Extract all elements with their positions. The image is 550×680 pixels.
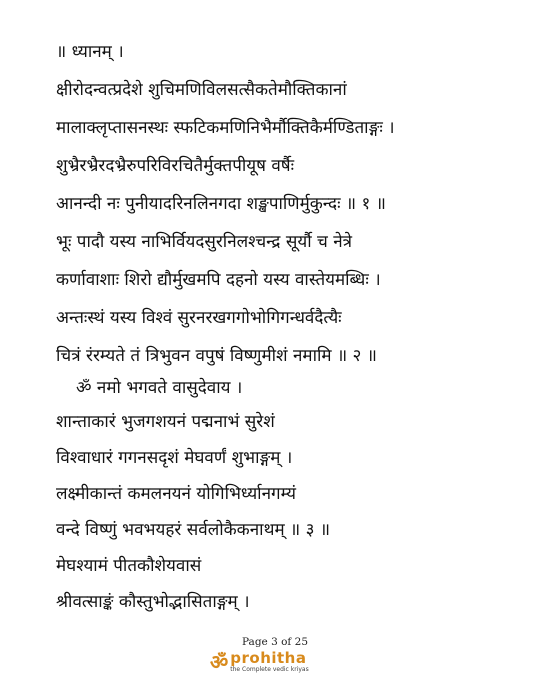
verse-line: शुभ्रैरभ्रैरदभ्रैरुपरिविरचितैर्मुक्तपीयूष वर्षैः <box>56 156 295 176</box>
verse-line: शान्ताकारं भुजगशयनं पद्मनाभं सुरेशं <box>56 412 275 432</box>
verse-line: क्षीरोदन्वत्प्रदेशे शुचिमणिविलसत्सैकतेमौक्तिकानां <box>56 80 347 100</box>
verse-line: कर्णावाशाः शिरो द्यौर्मुखमपि दहनो यस्य वास्तेयमब्धिः । <box>56 270 381 290</box>
verse-line: चित्रं रंरम्यते तं त्रिभुवन वपुषं विष्णुमीशं नमामि ॥ २ ॥ <box>56 346 377 366</box>
verse-line: मालाक्लृप्तासनस्थः स्फटिकमणिनिभैर्मौक्तिकैर्मण्डिताङ्गः । <box>56 118 395 138</box>
verse-line: भूः पादौ यस्य नाभिर्वियदसुरनिलश्चन्द्र सूर्यौ च नेत्रे <box>56 232 353 252</box>
verse-line: वन्दे विष्णुं भवभयहरं सर्वलोकैकनाथम् ॥ ३ ॥ <box>56 520 331 540</box>
mantra-line: ॐ नमो भगवते वासुदेवाय । <box>76 378 243 398</box>
brand-logo <box>210 650 309 674</box>
om-icon: ॐ <box>210 650 229 674</box>
dhyanam-heading: ॥ ध्यानम् । <box>56 42 124 62</box>
page-number: Page 3 of 25 <box>241 636 309 648</box>
verse-line: विश्वाधारं गगनसदृशं मेघवर्णं शुभाङ्गम् । <box>56 448 293 468</box>
brand-tagline: the Complete vedic kriyas <box>230 666 309 673</box>
verse-line: अन्तःस्थं यस्य विश्वं सुरनरखगगोभोगिगन्धर्वदैत्यैः <box>56 308 342 328</box>
verse-line: आनन्दी नः पुनीयादरिनलिनगदा शङ्खपाणिर्मुकुन्दः ॥ १ ॥ <box>56 194 386 214</box>
verse-line: श्रीवत्साङ्कं कौस्तुभोद्भासिताङ्गम् । <box>56 592 250 612</box>
verse-line: मेघश्यामं पीतकौशेयवासं <box>56 556 202 576</box>
verse-line: लक्ष्मीकान्तं कमलनयनं योगिभिर्ध्यानगम्यं <box>56 484 296 504</box>
brand-name: prohitha <box>230 649 307 667</box>
